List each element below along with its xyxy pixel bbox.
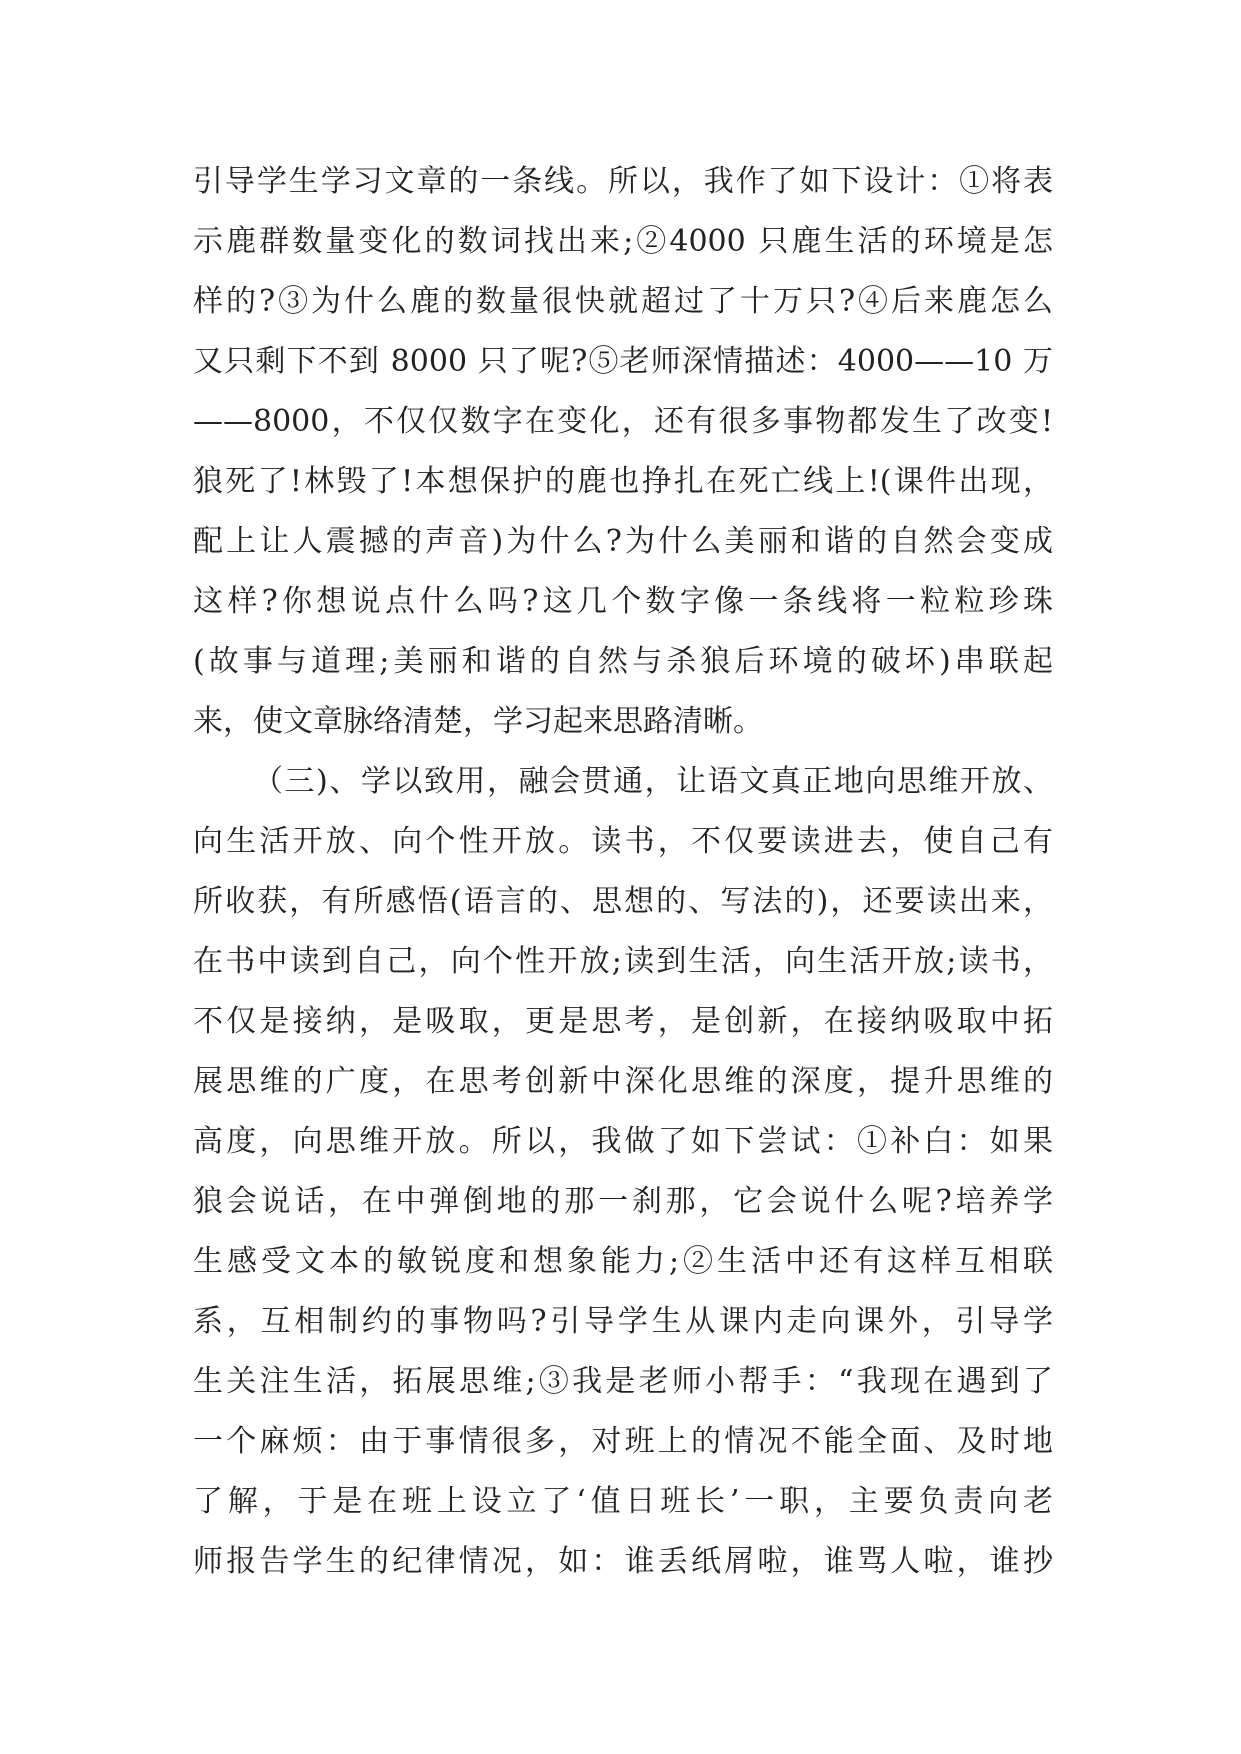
text-line: 一个麻烦：由于事情很多，对班上的情况不能全面、及时地 <box>193 1424 1053 1459</box>
text-line: 生感受文本的敏锐度和想象能力;②生活中还有这样互相联 <box>193 1244 1053 1279</box>
text-line: 生关注生活，拓展思维;③我是老师小帮手：“我现在遇到了 <box>193 1364 1053 1399</box>
text-line: 这样?你想说点什么吗?这几个数字像一条线将一粒粒珍珠 <box>193 584 1053 619</box>
text-line: 引导学生学习文章的一条线。所以，我作了如下设计：①将表 <box>193 164 1053 199</box>
document-page <box>193 152 1053 1592</box>
text-line: 师报告学生的纪律情况，如：谁丢纸屑啦，谁骂人啦，谁抄 <box>193 1544 1053 1579</box>
text-line: (故事与道理;美丽和谐的自然与杀狼后环境的破坏)串联起 <box>193 644 1053 679</box>
text-line: 狼死了!林毁了!本想保护的鹿也挣扎在死亡线上!(课件出现， <box>193 464 1053 499</box>
text-line: 所收获，有所感悟(语言的、思想的、写法的)，还要读出来， <box>193 884 1053 919</box>
text-line: 来，使文章脉络清楚，学习起来思路清晰。 <box>193 704 763 739</box>
text-line: 样的?③为什么鹿的数量很快就超过了十万只?④后来鹿怎么 <box>193 284 1053 319</box>
text-line: 高度，向思维开放。所以，我做了如下尝试：①补白：如果 <box>193 1124 1053 1159</box>
text-line: 配上让人震撼的声音)为什么?为什么美丽和谐的自然会变成 <box>193 524 1053 559</box>
text-line: 不仅是接纳，是吸取，更是思考，是创新，在接纳吸取中拓 <box>193 1004 1053 1039</box>
text-line: 了解，于是在班上设立了‘值日班长’一职，主要负责向老 <box>193 1484 1053 1519</box>
text-line: 狼会说话，在中弹倒地的那一刹那，它会说什么呢?培养学 <box>193 1184 1053 1219</box>
text-line: 展思维的广度，在思考创新中深化思维的深度，提升思维的 <box>193 1064 1053 1099</box>
text-line: 在书中读到自己，向个性开放;读到生活，向生活开放;读书， <box>193 944 1053 979</box>
text-line: ——8000，不仅仅数字在变化，还有很多事物都发生了改变! <box>193 404 1053 439</box>
text-line: 系，互相制约的事物吗?引导学生从课内走向课外，引导学 <box>193 1304 1053 1339</box>
text-line: 示鹿群数量变化的数词找出来;②4000 只鹿生活的环境是怎 <box>193 224 1053 259</box>
text-line: 又只剩下不到 8000 只了呢?⑤老师深情描述：4000——10 万 <box>193 344 1053 379</box>
paragraph-start-line: （三)、学以致用，融会贯通，让语文真正地向思维开放、 <box>253 764 1053 799</box>
text-line: 向生活开放、向个性开放。读书，不仅要读进去，使自己有 <box>193 824 1053 859</box>
